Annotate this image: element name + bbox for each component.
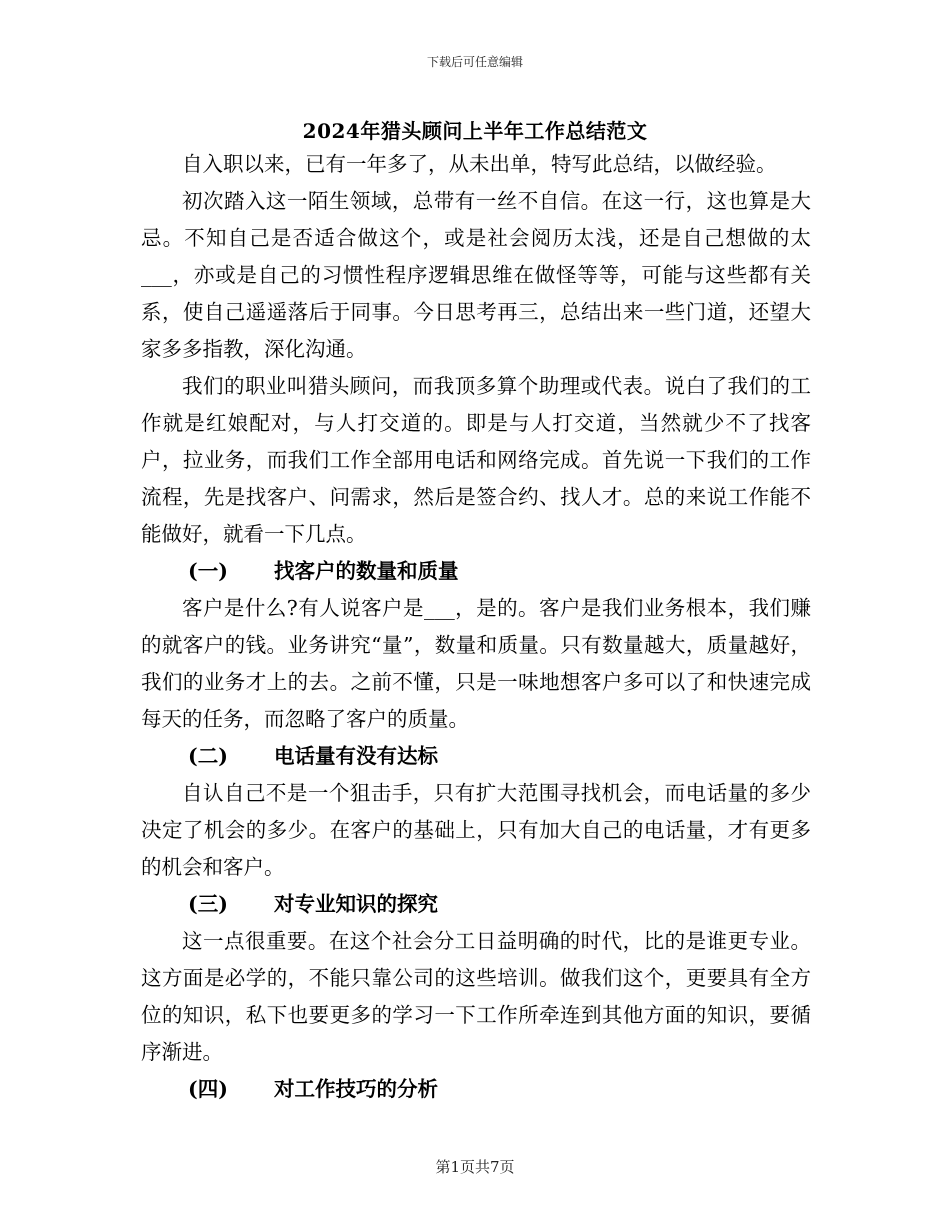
- section-title: 对工作技巧的分析: [274, 1077, 438, 1101]
- intro-paragraph-3: 我们的职业叫猎头顾问，而我顶多算个助理或代表。说白了我们的工作就是红娘配对，与人打交道的。即是与人打交道，当然就少不了找客户，拉业务，而我们工作全部用电话和网络完成。首先说一下我们的工作流程，先是找客户、问需求，然后是签合约、找人才。总的来说工作能不能做好，就看一下几点。: [141, 374, 811, 546]
- section-paragraph-1: 客户是什么?有人说客户是___，是的。客户是我们业务根本，我们赚的就客户的钱。业务讲究“量”，数量和质量。只有数量越大，质量越好，我们的业务才上的去。之前不懂，只是一味地想客户多可以了和快速完成每天的任务，而忽略了客户的质量。: [141, 596, 811, 731]
- header-note: 下载后可任意编辑: [426, 55, 523, 69]
- section-heading-1: [141, 553, 811, 590]
- section-number: (四): [188, 1077, 228, 1101]
- intro-paragraph-1: 自入职以来，已有一年多了，从未出单，特写此总结，以做经验。: [182, 152, 777, 176]
- section-number: (三): [188, 892, 228, 916]
- section-heading-4: [141, 1071, 811, 1108]
- section-paragraph-3: 这一点很重要。在这个社会分工日益明确的时代，比的是谁更专业。这方面是必学的，不能只靠公司的这些培训。做我们这个，更要具有全方位的知识，私下也要更多的学习一下工作所牵连到其他方面的知识，要循序渐进。: [141, 929, 811, 1064]
- section-number: (二): [188, 744, 228, 768]
- document-body: [141, 146, 811, 1108]
- intro-paragraph-2: 初次踏入这一陌生领域，总带有一丝不自信。在这一行，这也算是大忌。不知自己是否适合做这个，或是社会阅历太浅，还是自己想做的太___，亦或是自己的习惯性程序逻辑思维在做怪等等，可能与这些都有关系，使自己遥遥落后于同事。今日思考再三，总结出来一些门道，还望大家多多指教，深化沟通。: [141, 189, 811, 361]
- section-heading-2: [141, 738, 811, 775]
- document-title: 2024年猎头顾问上半年工作总结范文: [302, 119, 648, 143]
- page-indicator: 第1页共7页: [435, 1158, 515, 1176]
- section-number: (一): [188, 559, 228, 583]
- section-paragraph-2: 自认自己不是一个狙击手，只有扩大范围寻找机会，而电话量的多少决定了机会的多少。在客户的基础上，只有加大自己的电话量，才有更多的机会和客户。: [141, 781, 811, 879]
- section-title: 找客户的数量和质量: [274, 559, 459, 583]
- section-title: 电话量有没有达标: [274, 744, 438, 768]
- section-title: 对专业知识的探究: [274, 892, 438, 916]
- section-heading-3: [141, 886, 811, 923]
